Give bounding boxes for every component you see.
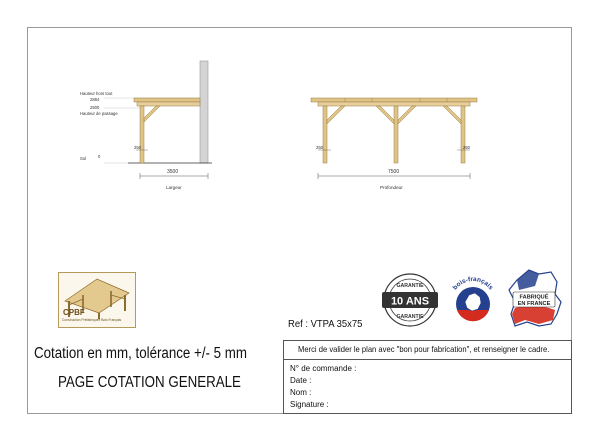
front-top-beam <box>311 98 477 102</box>
bois-francais-text: bois-français <box>451 275 495 292</box>
front-post-left <box>323 106 327 163</box>
brace <box>376 106 394 124</box>
tolerance-note: Cotation en mm, tolérance +/- 5 mm <box>34 345 247 362</box>
guarantee-badge <box>378 272 442 328</box>
guarantee-main-text: 10 ANS <box>390 295 430 308</box>
label-floor: Sol <box>80 156 87 161</box>
page-title: PAGE COTATION GENERALE <box>58 374 241 391</box>
front-view <box>311 98 477 190</box>
front-post-center <box>394 106 398 163</box>
reference-label: Ref : VTPA 35x75 <box>288 318 363 330</box>
caption-length: Profondeur <box>380 185 403 190</box>
signature-field[interactable]: Signature : <box>290 400 329 409</box>
form-divider <box>284 359 571 360</box>
value-height-pass: 2500 <box>90 105 100 110</box>
brace <box>398 106 416 124</box>
roof-purlin <box>137 102 200 106</box>
order-number-field[interactable]: N° de commande : <box>290 364 357 373</box>
value-length: 7500 <box>388 169 400 175</box>
fabrique-line2: EN FRANCE <box>517 301 551 307</box>
front-post-right <box>461 106 465 163</box>
label-height-total: Hauteur hors tout <box>80 91 113 96</box>
name-field[interactable]: Nom : <box>290 388 312 397</box>
cpbf-logo <box>58 272 136 328</box>
value-post-right: 250 <box>463 145 470 150</box>
date-field[interactable]: Date : <box>290 376 312 385</box>
label-height-pass: Hauteur de passage <box>80 111 118 116</box>
value-width: 3500 <box>167 169 179 175</box>
validation-box <box>283 340 572 414</box>
wall <box>200 61 208 163</box>
carport-technical-drawing <box>0 0 600 200</box>
value-zero: 0 <box>98 154 101 159</box>
fabrique-en-france-logo <box>505 268 563 330</box>
caption-width: Largeur <box>166 185 182 190</box>
post <box>140 106 144 163</box>
roof-beam <box>134 98 200 102</box>
brace <box>327 106 345 124</box>
guarantee-top-text: GARANTIE <box>396 283 424 289</box>
front-purlin <box>318 102 470 106</box>
guarantee-bottom-text: GARANTIE <box>396 314 424 320</box>
brace <box>443 106 461 124</box>
brace <box>144 106 160 122</box>
bois-francais-logo <box>444 268 502 328</box>
value-height-total: 2884 <box>90 97 100 102</box>
value-post-side: 250 <box>134 145 141 150</box>
validation-note: Merci de valider le plan avec "bon pour fabrication", et renseigner le cadre. <box>298 345 550 354</box>
fabrique-line1: FABRIQUÉ <box>519 294 549 301</box>
cpbf-tagline: Construction Préfabriquée Bois Français <box>62 318 122 322</box>
cpbf-name: CPBF <box>63 308 85 317</box>
side-view <box>80 61 212 190</box>
value-post-left: 250 <box>316 145 323 150</box>
